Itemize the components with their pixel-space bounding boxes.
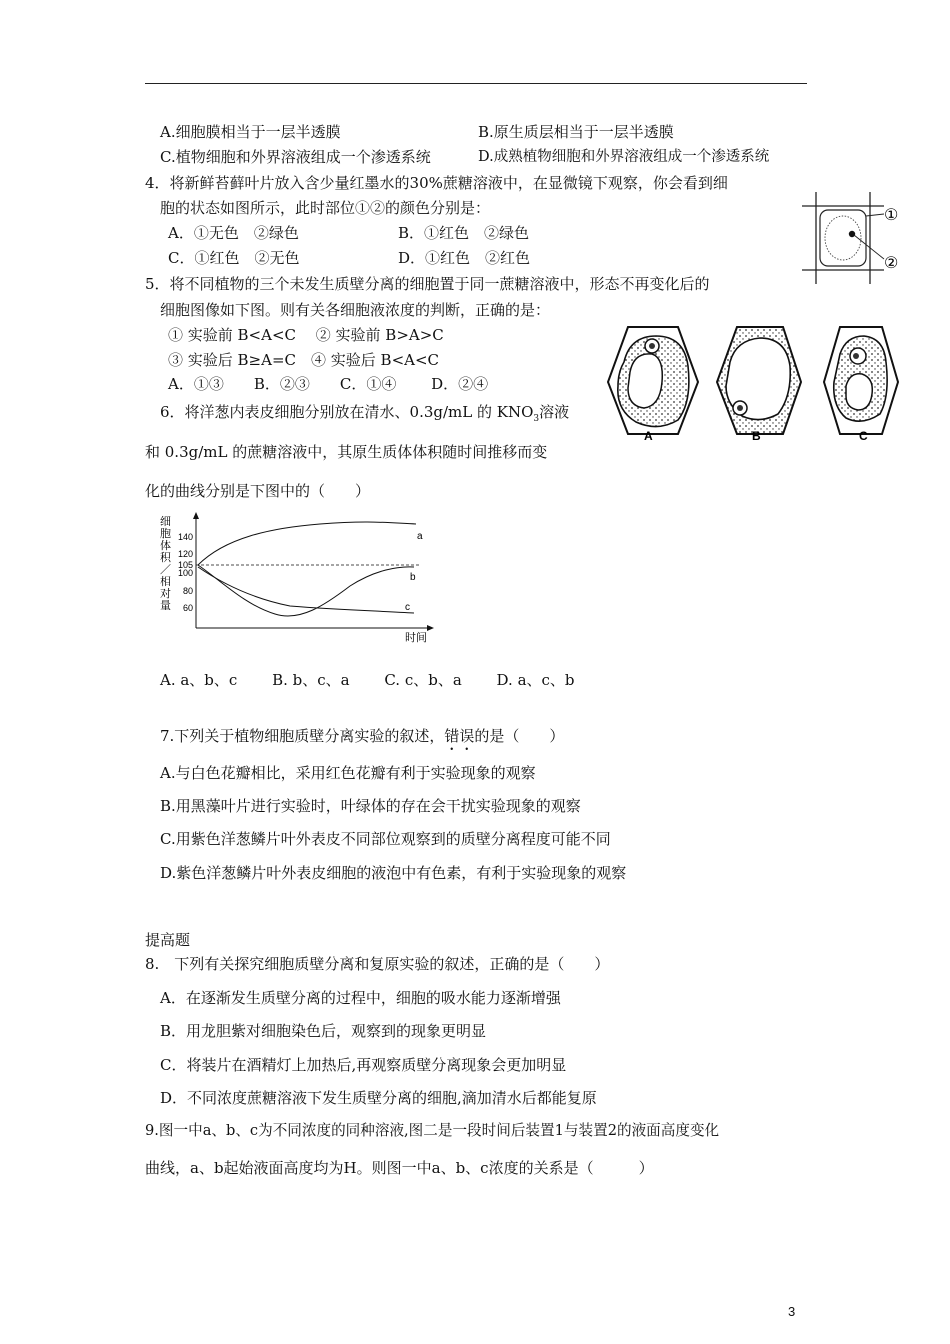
q8-option-d: D．不同浓度蔗糖溶液下发生质壁分离的细胞,滴加清水后都能复原 — [160, 1089, 597, 1107]
curve-b-label: b — [410, 572, 416, 583]
cell-b — [717, 327, 801, 434]
q9-stem-line1: 9.图一中a、b、c为不同浓度的同种溶液,图二是一段时间后装置1与装置2的液面高度变化 — [145, 1122, 720, 1139]
label-1: ① — [884, 207, 899, 224]
q7-emphasis-word: 错误 — [444, 727, 475, 745]
q8-stem: 8. 下列有关探究细胞质壁分离和复原实验的叙述，正确的是（ ） — [145, 955, 610, 973]
svg-text:积: 积 — [160, 552, 171, 564]
q7-option-b: B.用黑藻叶片进行实验时，叶绿体的存在会干扰实验现象的观察 — [160, 797, 581, 815]
q8-option-b: B．用龙胆紫对细胞染色后，观察到的现象更明显 — [160, 1022, 487, 1040]
curve-c-label: c — [405, 602, 410, 613]
cell-c-label: C — [859, 429, 868, 443]
q6-stem-line3: 化的曲线分别是下图中的（ ） — [145, 482, 371, 500]
cell-a-label: A — [644, 429, 653, 443]
q4-stem-line2: 胞的状态如图所示，此时部位①②的颜色分别是： — [160, 199, 491, 217]
q8-option-c: C．将装片在酒精灯上加热后,再观察质壁分离现象会更加明显 — [160, 1056, 567, 1074]
svg-text:细: 细 — [160, 516, 171, 528]
svg-text:相: 相 — [160, 576, 171, 588]
curve-a — [198, 522, 416, 565]
tick-60: 60 — [182, 603, 193, 613]
tick-80: 80 — [182, 586, 193, 596]
q6-stem-line2: 和 0.3g/mL 的蔗糖溶液中，其原生质体体积随时间推移而变 — [145, 443, 548, 461]
cell-c — [824, 327, 898, 434]
q7-option-c: C.用紫色洋葱鳞片叶外表皮不同部位观察到的质壁分离程度可能不同 — [160, 830, 611, 848]
q7-option-a: A.与白色花瓣相比，采用红色花瓣有利于实验现象的观察 — [160, 764, 536, 782]
svg-text:对: 对 — [160, 588, 171, 600]
q5-statements-2: ③ 实验后 B≥A=C ④ 实验后 B<A<C — [168, 351, 440, 369]
q8-option-a: A．在逐渐发生质壁分离的过程中，细胞的吸水能力逐渐增强 — [160, 989, 561, 1007]
tick-105: 105 — [177, 560, 193, 570]
curve-a-label: a — [417, 531, 423, 542]
q6-stem-line1: 6．将洋葱内表皮细胞分别放在清水、0.3g/mL 的 $KNO_3$溶液 — [160, 403, 570, 424]
q5-options: A．①③ B．②③ C．①④ D．②④ — [168, 375, 489, 393]
q5-stem-line1: 5．将不同植物的三个未发生质壁分离的细胞置于同一蔗糖溶液中，形态不再变化后的 — [145, 275, 710, 293]
tick-100: 100 — [177, 568, 193, 578]
svg-text:／: ／ — [160, 564, 171, 576]
q6-options: A. a、b、c B. b、c、a C. c、b、a D. a、c、b — [160, 671, 575, 689]
q4-option-c: C．①红色 ②无色 — [168, 249, 300, 267]
moss-cell-figure — [802, 192, 914, 284]
q4-option-d: D．①红色 ②红色 — [398, 249, 531, 267]
q5-stem-line2: 细胞图像如下图。则有关各细胞液浓度的判断，正确的是： — [160, 301, 551, 319]
q4-option-b: B．①红色 ②绿色 — [398, 224, 530, 242]
graph-ylabel — [160, 515, 172, 612]
graph-xlabel: 时间 — [405, 632, 427, 644]
q9-stem-line2: 曲线，a、b起始液面高度均为H。则图一中a、b、c浓度的关系是（ ） — [145, 1159, 654, 1177]
svg-text:胞: 胞 — [160, 528, 171, 540]
q3-option-d: D.成熟植物细胞和外界溶液组成一个渗透系统 — [478, 149, 770, 165]
header-rule — [145, 83, 807, 84]
q3-option-b: B.原生质层相当于一层半透膜 — [478, 123, 674, 141]
section-title: 提高题 — [145, 931, 191, 949]
q6-graph — [150, 510, 440, 645]
q3-option-a: A.细胞膜相当于一层半透膜 — [160, 123, 341, 141]
page-number: 3 — [788, 1304, 796, 1319]
q4-option-a: A．①无色 ②绿色 — [168, 224, 299, 242]
tick-120: 120 — [177, 549, 193, 559]
q4-stem-line1: 4．将新鲜苔藓叶片放入含少量红墨水的30%蔗糖溶液中，在显微镜下观察，你会看到细 — [145, 174, 728, 192]
cell-b-label: B — [752, 429, 761, 443]
q7-option-d: D.紫色洋葱鳞片叶外表皮细胞的液泡中有色素，有利于实验现象的观察 — [160, 864, 627, 882]
svg-text:量: 量 — [160, 600, 171, 612]
label-2: ② — [884, 255, 899, 272]
curve-b — [198, 565, 414, 616]
q3-option-c: C.植物细胞和外界溶液组成一个渗透系统 — [160, 148, 431, 166]
q5-cells-figure — [600, 322, 900, 450]
cell-a — [608, 327, 698, 434]
q5-statements-1: ① 实验前 B<A<C ② 实验前 B>A>C — [168, 326, 444, 344]
tick-140: 140 — [177, 532, 193, 542]
q7-stem: 7.下列关于植物细胞质壁分离实验的叙述，错误的是（ ） — [160, 727, 565, 745]
svg-text:体: 体 — [160, 540, 171, 552]
